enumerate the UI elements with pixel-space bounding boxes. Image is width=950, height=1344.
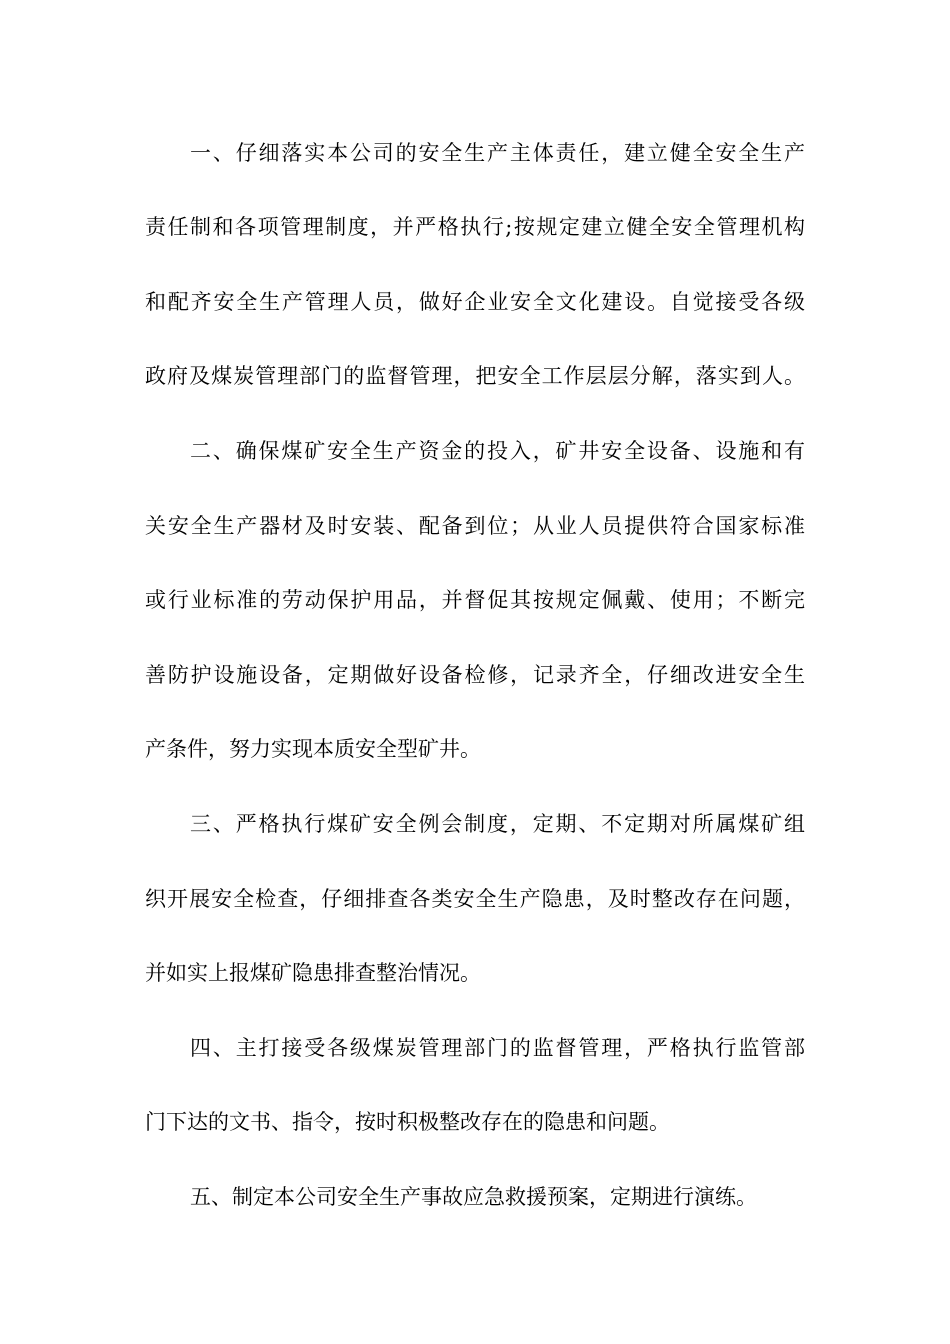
paragraph-2-line-4: 善防护设施设备，定期做好设备检修，记录齐全，仔细改进安全生 — [145, 663, 805, 687]
paragraph-2-line-1: 二、确保煤矿安全生产资金的投入，矿井安全设备、设施和有 — [190, 439, 805, 463]
paragraph-4-line-1: 四、主打接受各级煤炭管理部门的监督管理，严格执行监管部 — [190, 1036, 805, 1060]
paragraph-4-line-2: 门下达的文书、指令，按时积极整改存在的隐患和问题。 — [145, 1110, 670, 1134]
paragraph-1-line-2: 责任制和各项管理制度，并严格执行;按规定建立健全安全管理机构 — [145, 215, 805, 239]
paragraph-1-line-1: 一、仔细落实本公司的安全生产主体责任，建立健全安全生产 — [190, 141, 805, 165]
paragraph-2-line-5: 产条件，努力实现本质安全型矿井。 — [145, 737, 481, 761]
paragraph-2-line-2: 关安全生产器材及时安装、配备到位；从业人员提供符合国家标准 — [145, 514, 805, 538]
paragraph-1-line-4: 政府及煤炭管理部门的监督管理，把安全工作层层分解，落实到人。 — [145, 364, 805, 388]
paragraph-5-line-1: 五、制定本公司安全生产事故应急救援预案，定期进行演练。 — [190, 1185, 757, 1209]
paragraph-3-line-3: 并如实上报煤矿隐患排查整治情况。 — [145, 961, 481, 985]
paragraph-3-line-1: 三、严格执行煤矿安全例会制度，定期、不定期对所属煤矿组 — [190, 812, 805, 836]
paragraph-2-line-3: 或行业标准的劳动保护用品，并督促其按规定佩戴、使用；不断完 — [145, 588, 805, 612]
paragraph-3-line-2: 织开展安全检查，仔细排查各类安全生产隐患，及时整改存在问题， — [145, 887, 805, 911]
paragraph-1-line-3: 和配齐安全生产管理人员，做好企业安全文化建设。自觉接受各级 — [145, 290, 805, 314]
